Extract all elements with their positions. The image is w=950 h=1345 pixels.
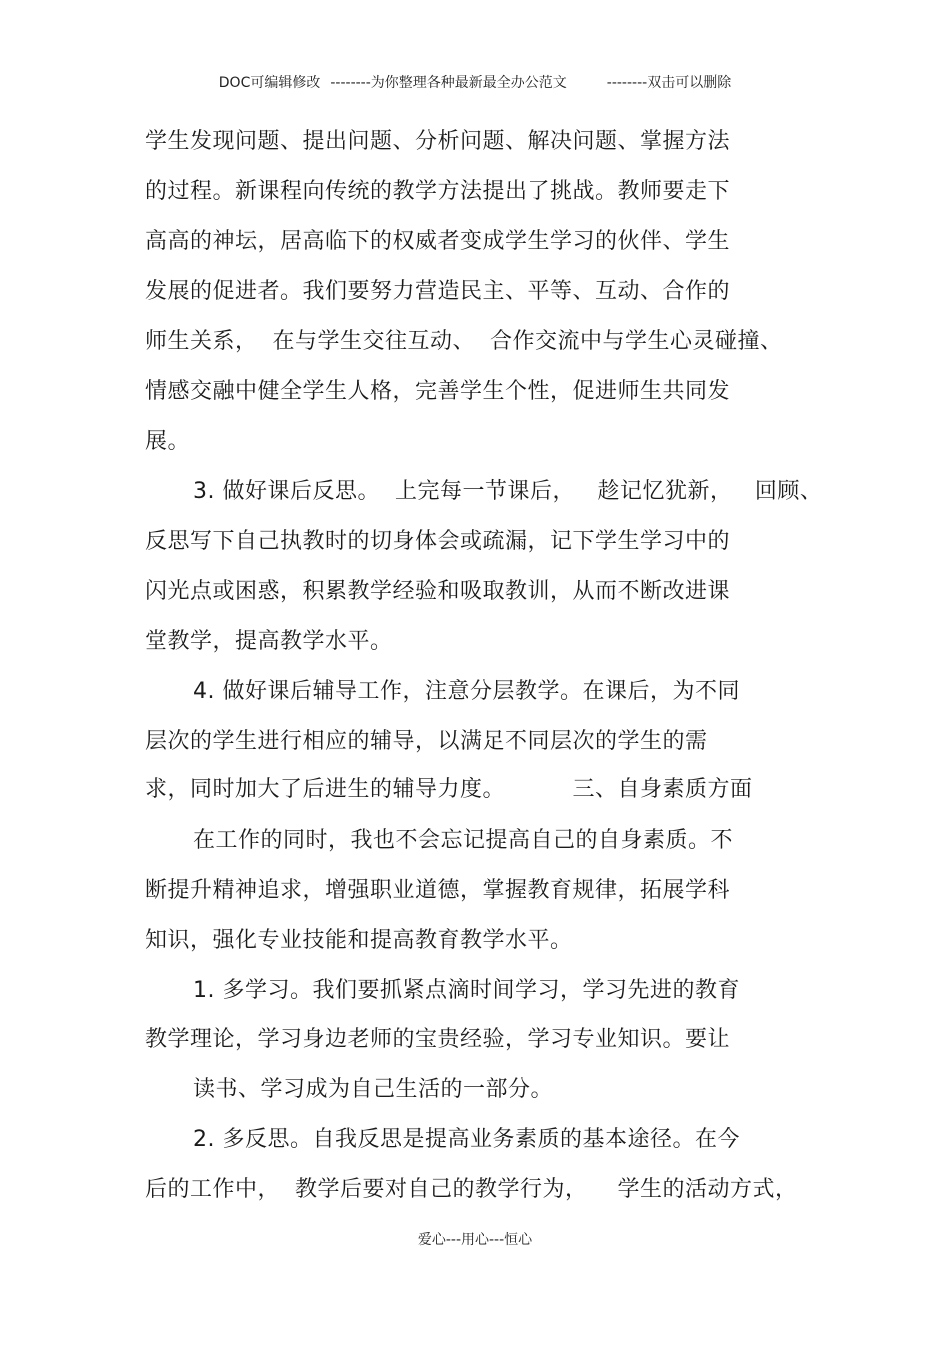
text-line: 3. 做好课后反思。 上完每一节课后， 趁记忆犹新， 回顾、 [193, 479, 823, 504]
text-line: 断提升精神追求，增强职业道德，掌握教育规律，拓展学科 [145, 878, 731, 903]
text-line: 求，同时加大了后进生的辅导力度。 三、自身素质方面 [145, 777, 753, 802]
text-line: 知识，强化专业技能和提高教育教学水平。 [145, 928, 573, 953]
page-header [0, 72, 950, 92]
text-line: 反思写下自己执教时的切身体会或疏漏，记下学生学习中的 [145, 529, 731, 554]
text-line: 后的工作中， 教学后要对自己的教学行为， 学生的活动方式， [145, 1177, 798, 1202]
text-line: 1. 多学习。我们要抓紧点滴时间学习，学习先进的教育 [193, 978, 740, 1003]
text-line: 堂教学，提高教学水平。 [145, 629, 393, 654]
header-right-text: --------双击可以删除 [606, 75, 732, 91]
text-line: 在工作的同时，我也不会忘记提高自己的自身素质。不 [193, 828, 734, 853]
page-footer: 爱心---用心---恒心 [417, 1232, 533, 1248]
text-line: 层次的学生进行相应的辅导，以满足不同层次的学生的需 [145, 729, 708, 754]
text-line: 教学理论，学习身边老师的宝贵经验，学习专业知识。要让 [145, 1027, 731, 1052]
text-line: 学生发现问题、提出问题、分析问题、解决问题、掌握方法 [145, 129, 731, 154]
text-line: 高高的神坛，居高临下的权威者变成学生学习的伙伴、学生 [145, 229, 731, 254]
text-line: 的过程。新课程向传统的教学方法提出了挑战。教师要走下 [145, 179, 731, 204]
text-line: 情感交融中健全学生人格，完善学生个性，促进师生共同发 [145, 379, 731, 404]
text-line: 读书、学习成为自己生活的一部分。 [193, 1077, 554, 1102]
text-line: 闪光点或困惑，积累教学经验和吸取教训，从而不断改进课 [145, 579, 731, 604]
text-line: 师生关系， 在与学生交往互动、 合作交流中与学生心灵碰撞、 [145, 329, 783, 354]
header-middle-text: --------为你整理各种最新最全办公范文 [330, 75, 567, 91]
text-line: 4. 做好课后辅导工作，注意分层教学。在课后，为不同 [193, 679, 740, 704]
text-line: 发展的促进者。我们要努力营造民主、平等、互动、合作的 [145, 279, 731, 304]
text-line: 展。 [145, 429, 191, 454]
header-doc-label: DOC可编辑修改 [218, 75, 321, 91]
text-line: 2. 多反思。自我反思是提高业务素质的基本途径。在今 [193, 1127, 740, 1152]
